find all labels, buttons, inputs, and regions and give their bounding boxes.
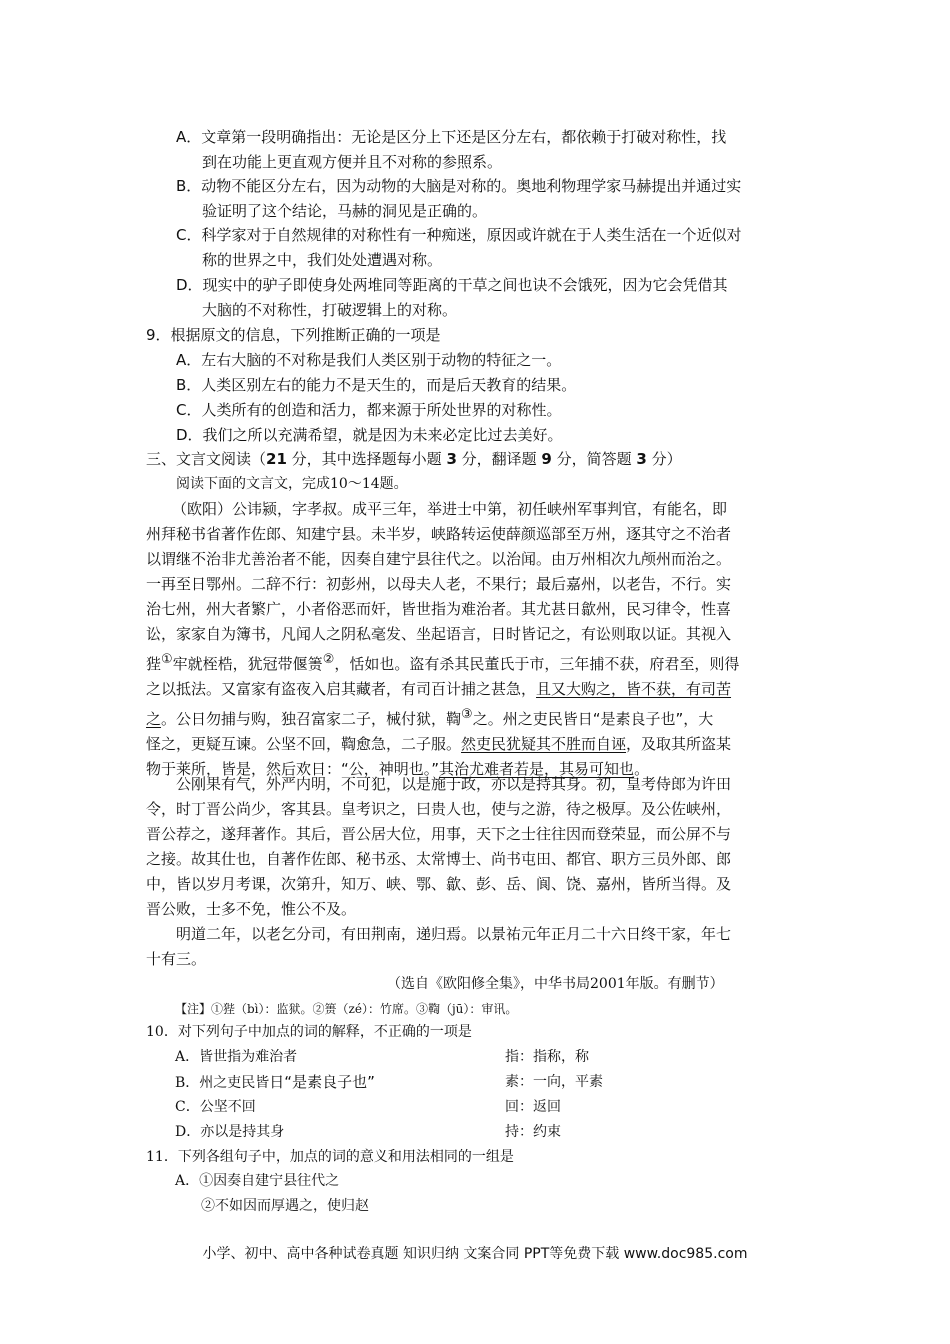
passage-line: 令，时丁晋公尚少，客其县。皇考识之，曰贵人也，使与之游，待之极厚。及公佐峡州， [146,800,732,818]
q8-option-b [176,174,741,224]
passage-line: 中，皆以岁月考课，次第升，知万、峡、鄂、歙、彭、岳、阆、饶、嘉州，皆所当得。及 [146,875,732,893]
q9-stem: 9．根据原文的信息，下列推断正确的一项是 [146,326,441,344]
q10-option-c [175,1095,561,1120]
q11-option-a-line1: A．①因奏自建宁县往代之 [175,1173,340,1189]
q8-option-b-line1: B．动物不能区分左右，因为动物的大脑是对称的。奥地利物理学家马赫提出并通过实 [176,177,742,195]
q10-stem: 10．对下列句子中加点的词的解释，不正确的一项是 [146,1024,472,1040]
underlined-sentence: 然吏民犹疑其不胜而自诬 [461,735,627,753]
q10-option-a-gloss: 指：指称，称 [505,1049,589,1065]
passage-line: 之接。故其仕也，自著作佐郎、秘书丞、太常博士、尚书屯田、都官、职方三员外郎、郎 [146,850,732,868]
q10-option-a-sentence: A．皆世指为难治者 [175,1049,298,1065]
passage-line: 狴①牢就桎梏，犹冠带偃箦②，恬如也。盗有杀其民董氏于市，三年捕不获，府君至，则得 [146,652,740,673]
q9-option-b: B．人类区别左右的能力不是天生的，而是后天教育的结果。 [176,376,577,394]
q11-stem: 11．下列各组句子中，加点的词的意义和用法相同的一组是 [146,1149,514,1165]
q10-option-c-gloss: 回：返回 [505,1099,561,1115]
passage-line: 物于莱所，皆是，然后欢日：“公，神明也。”其治尤难者若是，其易可知也。 [146,760,650,778]
passage-line: 晋公败，士多不免，惟公不及。 [146,900,357,918]
passage-paragraph-2 [146,772,731,922]
passage-line: 治七州，州大者繁广，小者俗恶而奸，皆世指为难治者。其尤甚日歙州，民习律令，性喜 [146,600,732,618]
passage-line: 讼，家家自为簿书，凡闻人之阴私毫发、坐起语言，日时皆记之，有讼则取以证。其视入 [146,625,732,643]
q10-option-b [175,1070,603,1096]
q8-option-c-line2: 称的世界之中，我们处处遭遇对称。 [202,251,443,269]
q9-option-d: D．我们之所以充满希望，就是因为未来必定比过去美好。 [176,426,563,444]
underlined-sentence: 其治尤难者若是，其易可知也 [439,760,635,778]
passage-line: 公刚果有气，外严内明，不可犯，以是施于政，亦以是持其身。初，皇考侍郎为许田 [176,775,732,793]
passage-line: 一再至日鄂州。二辞不行：初彭州，以母夫人老，不果行；最后嘉州，以老告，不行。实 [146,575,732,593]
passage-line: 怪之，更疑互谏。公坚不回，鞫愈急，二子服。然吏民犹疑其不胜而自诬，及取其所盗某 [146,735,732,753]
q10-option-d [175,1120,561,1145]
passage-line: 之以抵法。又富家有盗夜入启其藏者，有司百计捕之甚急，且又大购之，皆不获，有司苦 [146,680,732,698]
q8-option-a-line2: 到在功能上更直观方便并且不对称的参照系。 [202,153,503,171]
q10-option-a [175,1045,589,1070]
q9-option-a: A．左右大脑的不对称是我们人类区别于动物的特征之一。 [176,351,562,369]
q10-option-d-gloss: 持：约束 [505,1124,561,1140]
passage-line: 州拜秘书省著作佐郎、知建宁县。未半岁，峡路转运使薛颜巡部至万州，逐其守之不治者 [146,525,732,543]
passage-paragraph-3 [146,922,731,972]
passage-line: 之。公日勿捕与购，独召富家二子，械付狱，鞫③之。州之吏民皆日“是素良子也”，大 [146,707,714,728]
page-footer: 小学、初中、高中各种试卷真题 知识归纳 文案合同 PPT等免费下载 www.doc985.com [202,1246,748,1262]
q11-option-a [175,1169,369,1219]
q10-option-c-sentence: C．公坚不回 [175,1099,256,1115]
passage-source: （选自《欧阳修全集》，中华书局2001年版。有删节） [387,976,724,992]
q8-option-c [176,223,741,273]
underlined-sentence: 之 [146,710,162,728]
q8-option-b-line2: 验证明了这个结论，马赫的洞见是正确的。 [202,202,488,220]
section3-heading: 三、文言文阅读（21 分，其中选择题每小题 3 分，翻译题 9 分，简答题 3 分） [146,450,682,468]
passage-line: （欧阳）公讳颍，字孝叔。成平三年，举进士中第，初任峡州军事判官，有能名，即 [172,500,728,518]
section3-instruction: 阅读下面的文言文，完成10～14题。 [176,476,408,492]
q9-option-c: C．人类所有的创造和活力，都来源于所处世界的对称性。 [176,401,562,419]
q8-option-c-line1: C．科学家对于自然规律的对称性有一种痴迷，原因或许就在于人类生活在一个近似对 [176,226,742,244]
q11-option-a-line2: ②不如因而厚遇之，使归赵 [201,1198,369,1214]
q8-option-d [176,273,728,323]
q8-option-d-line2: 大脑的不对称性，打破逻辑上的对称。 [202,301,458,319]
passage-line: 以谓继不治非尤善治者不能，因奏自建宁县往代之。以治闻。由万州相次九颅州而治之。 [146,550,732,568]
passage-line: 晋公荐之，遂拜著作。其后，晋公居大位，用事，天下之士往往因而登荣显，而公屏不与 [146,825,732,843]
underlined-sentence: 且又大购之，皆不获，有司苦 [536,680,732,698]
q8-option-a-line1: A．文章第一段明确指出：无论是区分上下还是区分左右，都依赖于打破对称性，找 [176,128,727,146]
passage-line: 明道二年，以老乞分司，有田荆南，递归焉。以景祐元年正月二十六日终干家，年七 [176,925,732,943]
q10-option-b-gloss: 素：一向，平素 [505,1074,603,1090]
passage-note: 【注】①狴（bì）：监狱。②篑（zé）：竹席。③鞫（jū）：审讯。 [175,1002,518,1016]
passage-line: 十有三。 [146,950,207,968]
passage-paragraph-1 [146,497,739,782]
q10-option-b-sentence: B．州之吏民皆日“是素良子也” [175,1073,375,1091]
q8-option-d-line1: D．现实中的驴子即使身处两堆同等距离的干草之间也诀不会饿死，因为它会凭借其 [176,276,728,294]
q10-option-d-sentence: D．亦以是持其身 [175,1124,285,1140]
q8-option-a [176,125,726,175]
